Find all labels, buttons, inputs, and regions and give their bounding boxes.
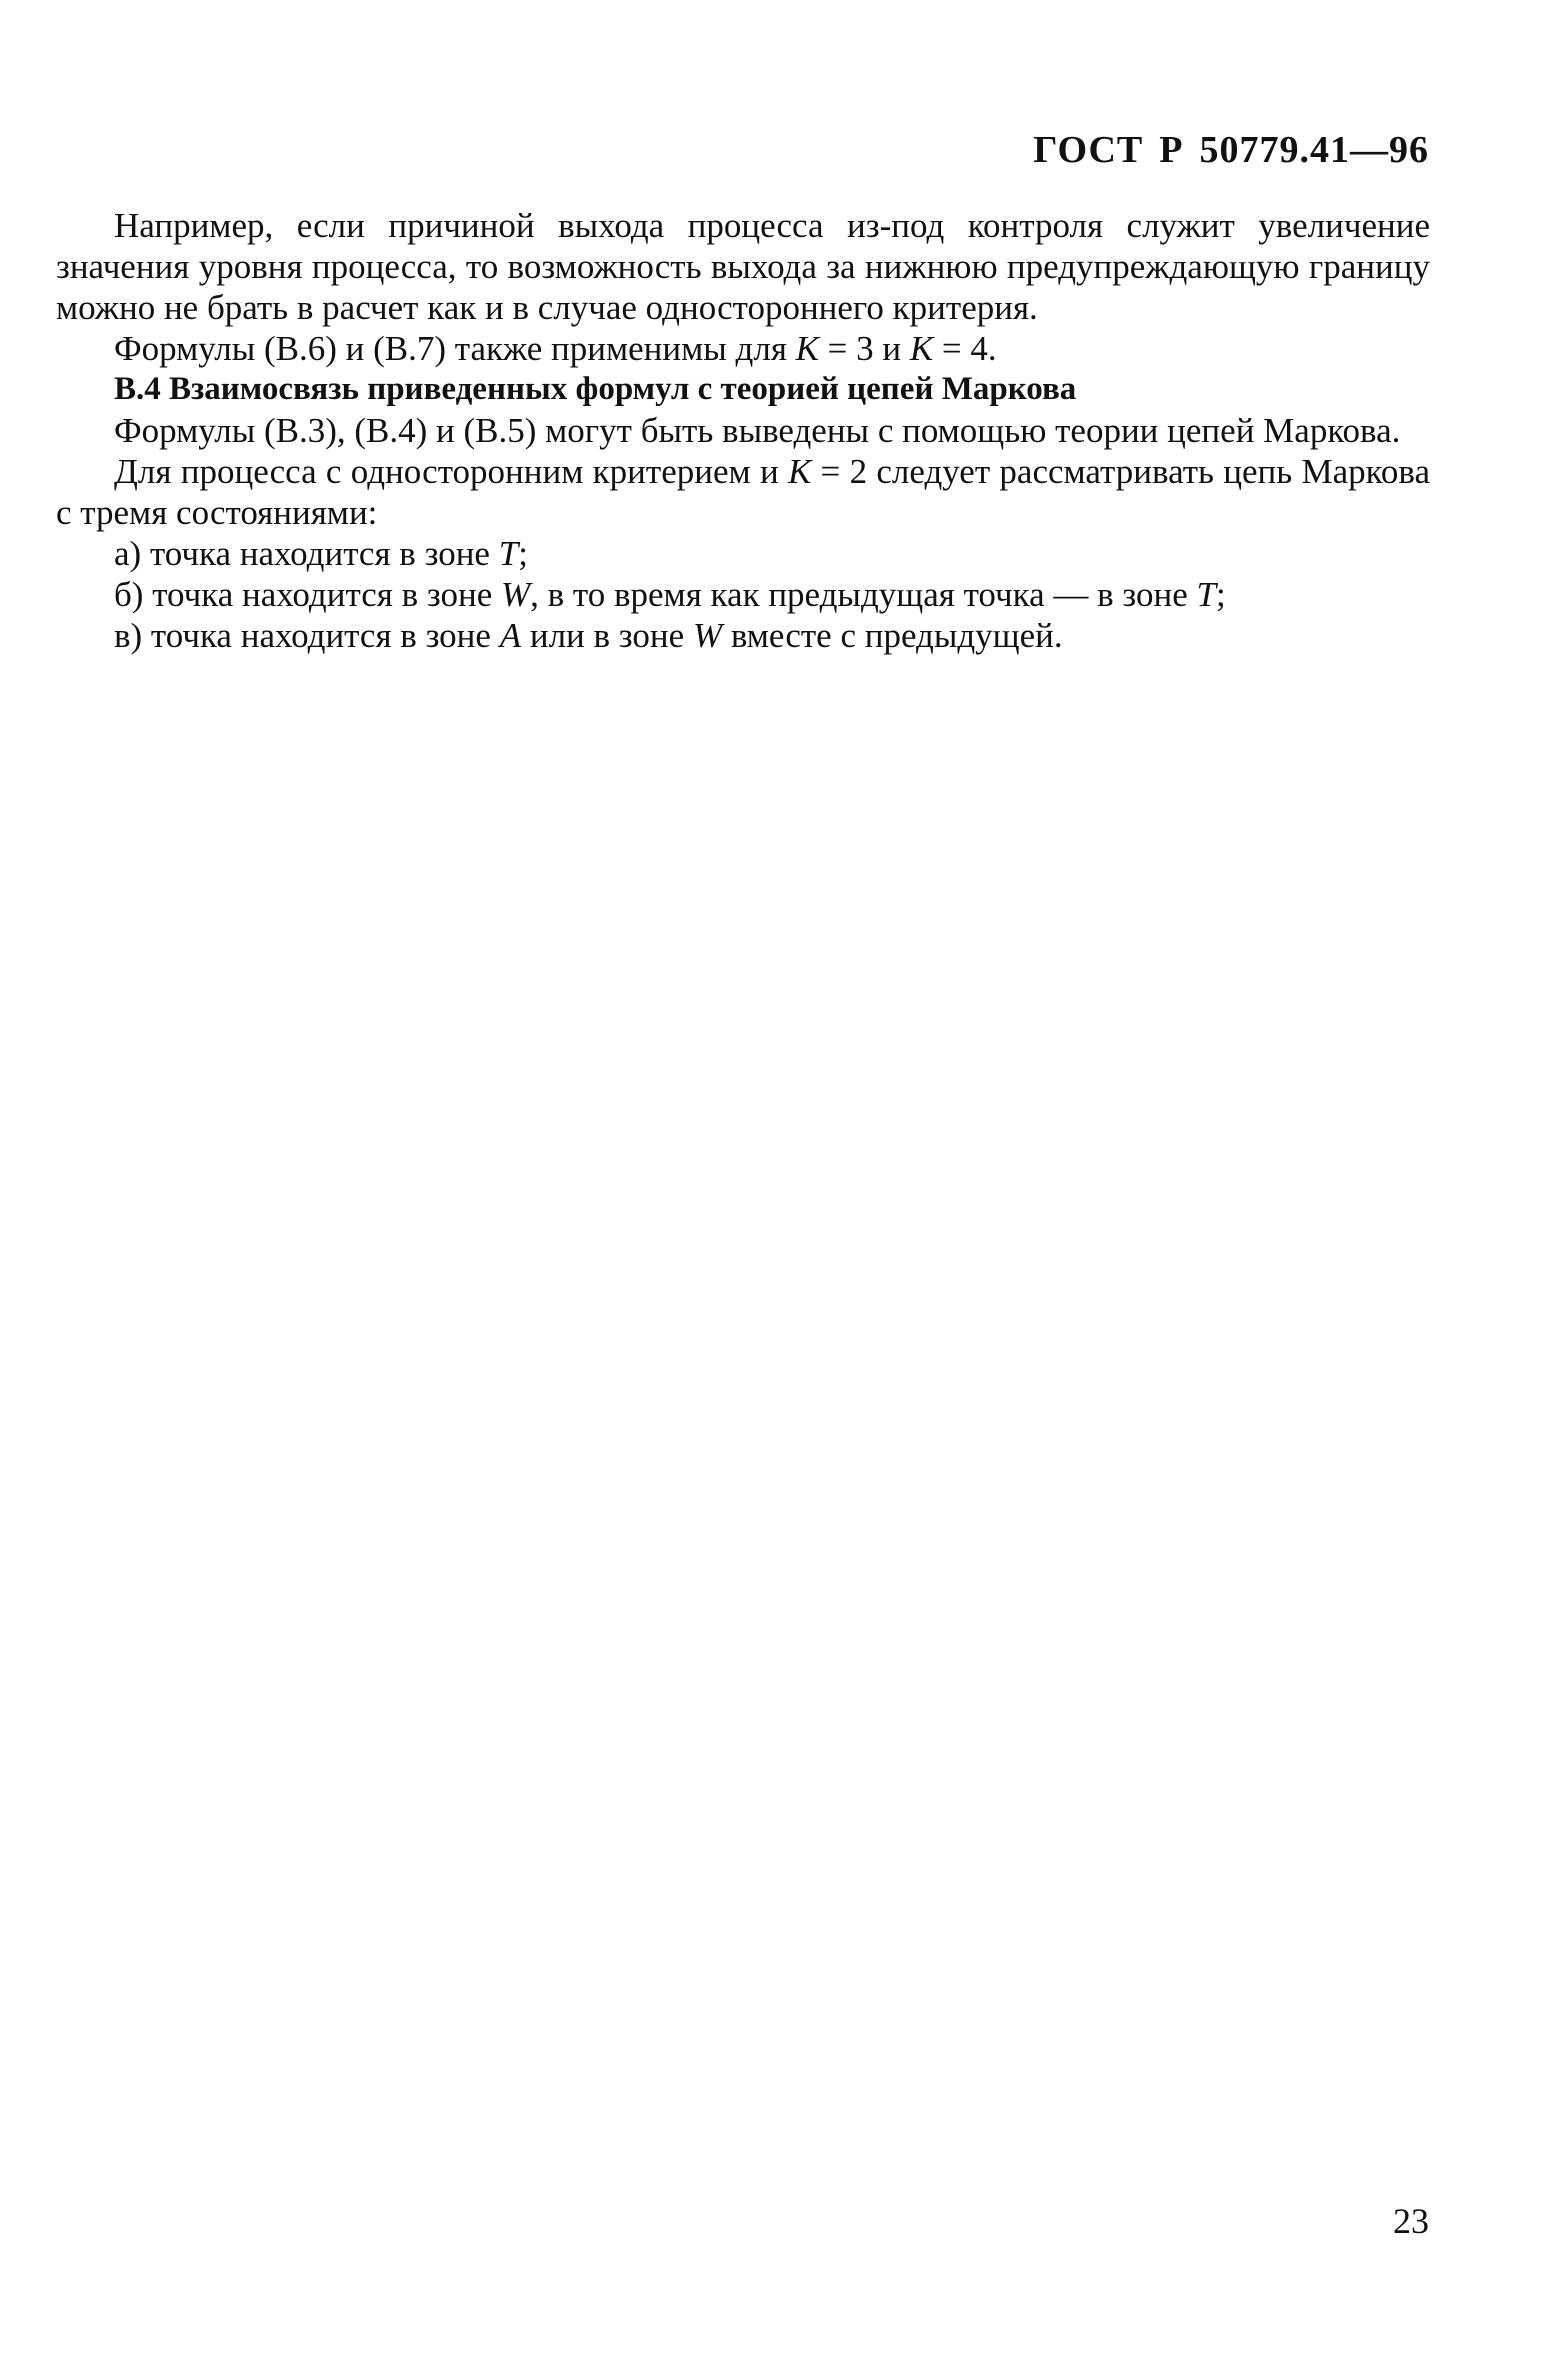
paragraph-2-mid: = 3 и xyxy=(818,329,910,368)
list-item-a-end: ; xyxy=(518,534,528,573)
list-item-b-text: б) точка находится в зоне xyxy=(114,575,501,614)
list-item-c xyxy=(56,615,1430,656)
list-item-c-text: в) точка находится в зоне xyxy=(114,616,500,655)
zone-w: W xyxy=(500,575,531,614)
variable-k: К xyxy=(909,329,934,368)
body-text xyxy=(56,205,1430,656)
zone-a: А xyxy=(499,616,522,655)
paragraph-3: Формулы (В.3), (В.4) и (В.5) могут быть выведены с помощью теории цепей Маркова. xyxy=(114,411,1401,450)
variable-k: К xyxy=(795,329,819,368)
list-item-a xyxy=(56,533,1430,574)
section-heading: В.4 Взаимосвязь приведенных формул с теорией цепей Маркова xyxy=(114,371,1077,407)
zone-t: Т xyxy=(1196,575,1217,614)
paragraph-4 xyxy=(56,451,1430,533)
list-item-b-end: ; xyxy=(1216,575,1226,614)
paragraph-4-start: Для процесса с односторонним критерием и xyxy=(114,452,788,491)
paragraph-2-start: Формулы (В.6) и (В.7) также применимы для xyxy=(114,329,796,368)
list-item-b xyxy=(56,574,1430,615)
paragraph-4-end: = 2 следует рассматривать цепь Маркова с тремя состояниями: xyxy=(56,452,1430,532)
header-r: Р xyxy=(1159,129,1184,171)
zone-w: W xyxy=(692,616,723,655)
header-number: 50779.41—96 xyxy=(1199,129,1429,171)
page-header xyxy=(1033,128,1429,172)
header-gost: ГОСТ xyxy=(1033,129,1144,171)
page-number: 23 xyxy=(1393,2201,1429,2241)
list-item-c-mid: или в зоне xyxy=(521,616,693,655)
paragraph-2-end: = 4. xyxy=(933,329,997,368)
list-item-c-end: вместе с предыдущей. xyxy=(722,616,1063,655)
variable-k: К xyxy=(787,452,812,491)
paragraph-1: Например, если причиной выхода процесса из-под контроля служит увеличение значения уровня процесса, то возможность выхода за нижнюю предупреждающую границу можно не брать в расчет как и в случае одностороннего критерия. xyxy=(56,206,1430,327)
list-item-b-mid: , в то время как предыдущая точка — в зоне xyxy=(530,575,1197,614)
paragraph-2 xyxy=(56,328,1430,369)
zone-t: Т xyxy=(498,534,519,573)
list-item-a-text: а) точка находится в зоне xyxy=(114,534,499,573)
